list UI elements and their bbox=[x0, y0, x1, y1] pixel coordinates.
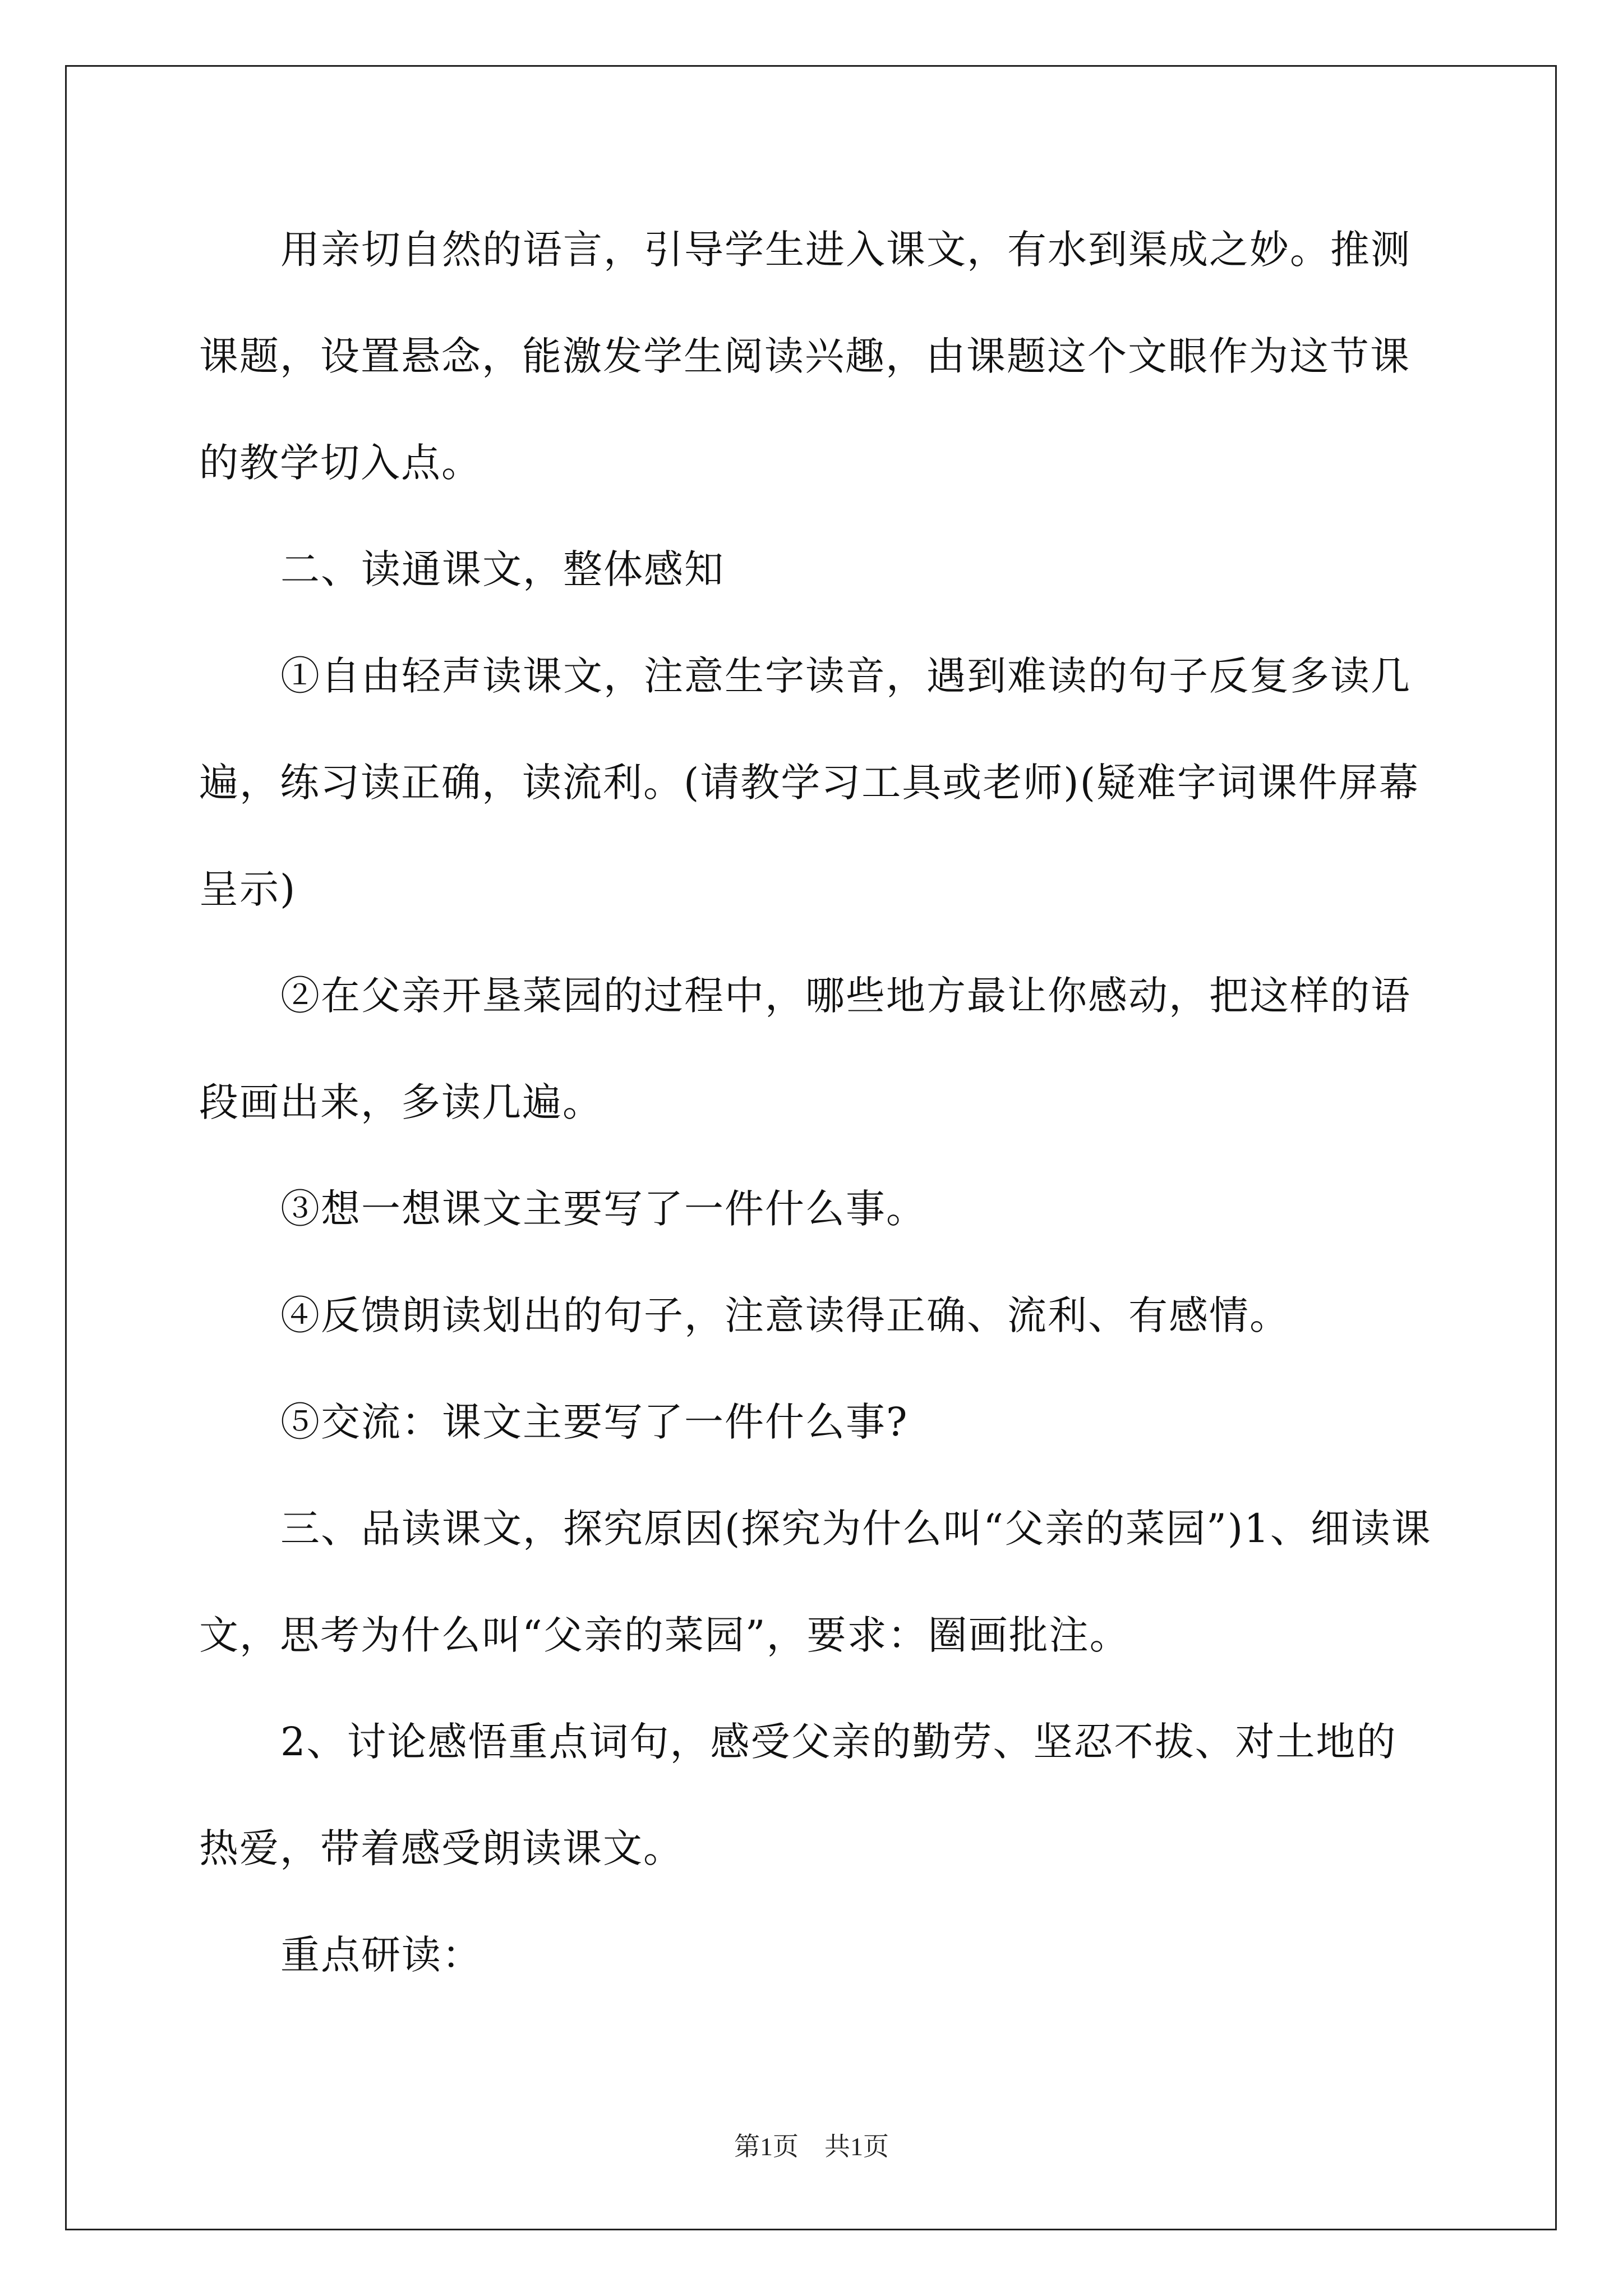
paragraph-9: 2、讨论感悟重点词句，感受父亲的勤劳、坚忍不拔、对土地的热爱，带着感受朗读课文。 bbox=[199, 1719, 1397, 1871]
paragraph-2: 二、读通课文，整体感知 bbox=[280, 546, 725, 592]
paragraph-4: ②在父亲开垦菜园的过程中，哪些地方最让你感动，把这样的语段画出来，多读几遍。 bbox=[199, 973, 1411, 1125]
paragraph-10: 重点研读： bbox=[280, 1932, 482, 1978]
page-footer: 第1页 共1页 bbox=[734, 2132, 889, 2161]
paragraph-8: 三、品读课文，探究原因(探究为什么叫“父亲的菜园”)1、细读课文，思考为什么叫“父亲的菜园”，要求：圈画批注。 bbox=[199, 1506, 1432, 1658]
paragraph-1: 用亲切自然的语言，引导学生进入课文，有水到渠成之妙。推测课题，设置悬念，能激发学生阅读兴趣，由课题这个文眼作为这节课的教学切入点。 bbox=[199, 227, 1411, 486]
paragraph-5: ③想一想课文主要写了一件什么事。 bbox=[280, 1186, 926, 1232]
paragraph-3: ①自由轻声读课文，注意生字读音，遇到难读的句子反复多读几遍，练习读正确，读流利。(请教学习工具或老师)(疑难字词课件屏幕呈示) bbox=[199, 653, 1419, 912]
paragraph-7: ⑤交流：课文主要写了一件什么事? bbox=[280, 1399, 909, 1445]
paragraph-6: ④反馈朗读划出的句子，注意读得正确、流利、有感情。 bbox=[280, 1292, 1290, 1338]
